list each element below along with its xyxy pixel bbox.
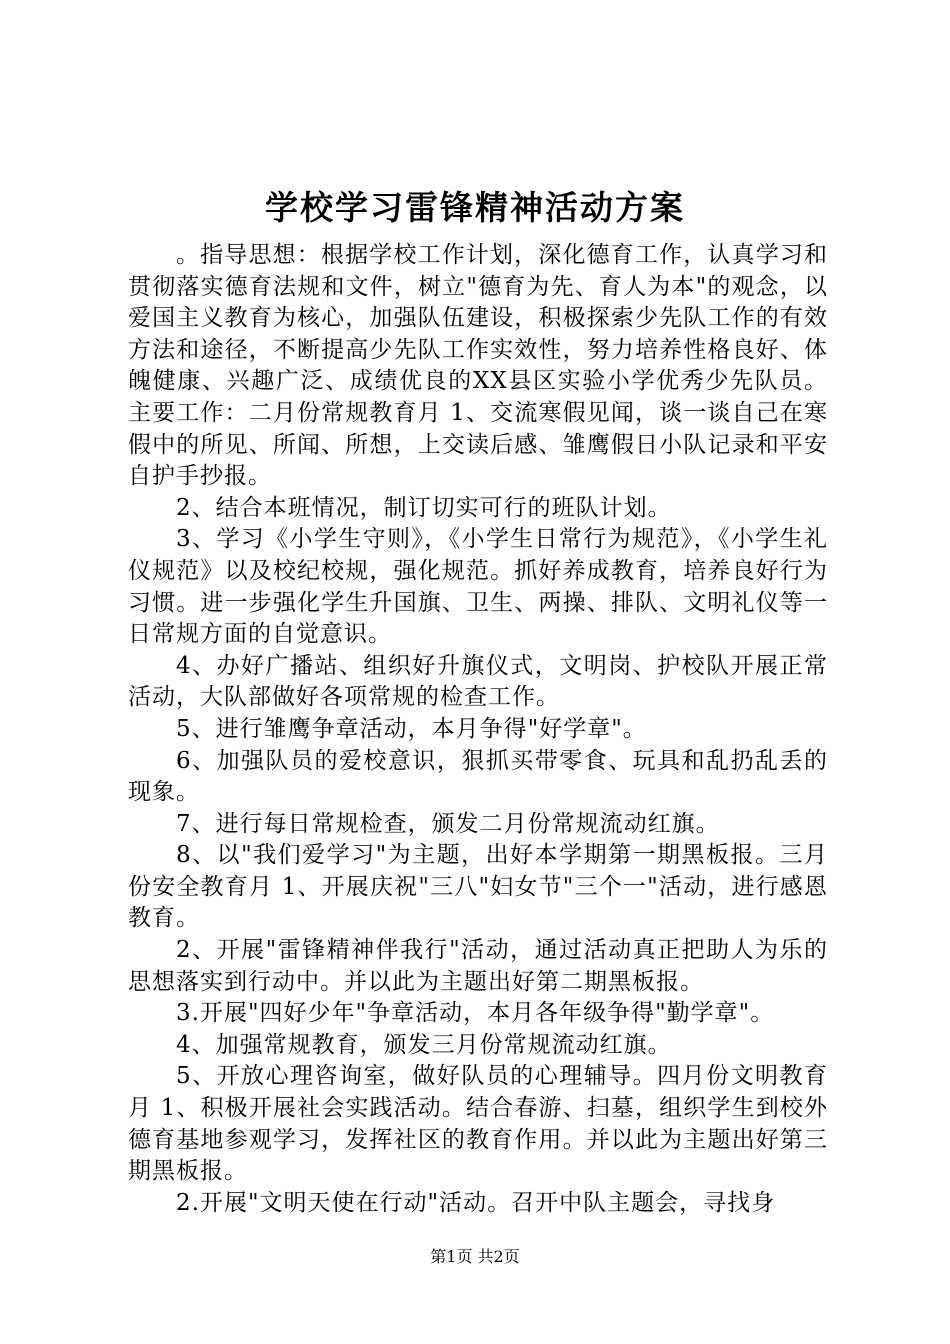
paragraph: 6、加强队员的爱校意识，狠抓买带零食、玩具和乱扔乱丢的现象。 [128,747,828,806]
document-body [128,240,828,1219]
paragraph-guiding-ideology: 。指导思想：根据学校工作计划，深化德育工作，认真学习和贯彻落实德育法规和文件，树立"德育为先、育人为本"的观念，以爱国主义教育为核心，加强队伍建设，积极探索少先队工作的有效方法和途径，不断提高少先队工作实效性，努力培养性格良好、体魄健康、兴趣广泛、成绩优良的XX县区实验小学优秀少先队员。主要工作：二月份常规教育月 1、交流寒假见闻，谈一谈自己在寒假中的所见、所闻、所想，上交读后感、雏鹰假日小队记录和平安自护手抄报。 [128,242,828,490]
paragraph: 2.开展"文明天使在行动"活动。召开中队主题会，寻找身 [176,1189,776,1216]
document-title: 学校学习雷锋精神活动方案 [265,188,685,227]
page-footer: 第1页 共2页 [430,1247,520,1266]
paragraph: 3.开展"四好少年"争章活动，本月各年级争得"勤学章"。 [176,1000,775,1027]
paragraph: 2、开展"雷锋精神伴我行"活动，通过活动真正把助人为乐的思想落实到行动中。并以此为主题出好第二期黑板报。 [128,937,828,995]
paragraph: 8、以"我们爱学习"为主题，出好本学期第一期黑板报。三月份安全教育月 1、开展庆祝"三八"妇女节"三个一"活动，进行感恩教育。 [128,842,828,932]
paragraph: 4、办好广播站、组织好升旗仪式，文明岗、护校队开展正常活动，大队部做好各项常规的检查工作。 [128,652,828,711]
paragraph: 7、进行每日常规检查，颁发二月份常规流动红旗。 [176,810,720,837]
paragraph: 3、学习《小学生守则》，《小学生日常行为规范》，《小学生礼仪规范》以及校纪校规，强化规范。抓好养成教育，培养良好行为习惯。进一步强化学生升国旗、卫生、两操、排队、文明礼仪等一日常规方面的自觉意识。 [128,526,828,648]
paragraph: 5、进行雏鹰争章活动，本月争得"好学章"。 [176,715,647,742]
paragraph: 2、结合本班情况，制订切实可行的班队计划。 [176,494,672,521]
paragraph: 5、开放心理咨询室，做好队员的心理辅导。四月份文明教育月 1、积极开展社会实践活动。结合春游、扫墓，组织学生到校外德育基地参观学习，发挥社区的教育作用。并以此为主题出好第三期黑板报。 [128,1063,828,1185]
paragraph: 4、加强常规教育，颁发三月份常规流动红旗。 [176,1031,672,1058]
